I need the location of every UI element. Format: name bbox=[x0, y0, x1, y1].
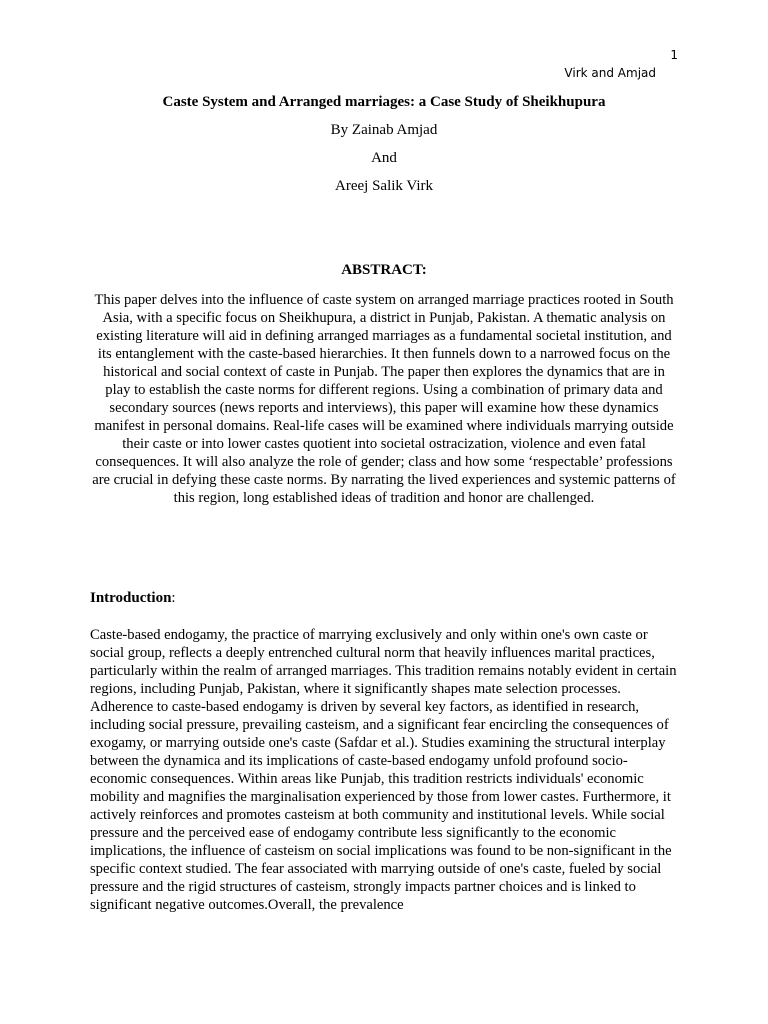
introduction-heading-text: Introduction bbox=[90, 590, 172, 606]
author-conjunction: And bbox=[371, 150, 397, 166]
paper-title: Caste System and Arranged marriages: a Case Study of Sheikhupura bbox=[162, 94, 606, 110]
introduction-heading-colon: : bbox=[171, 590, 176, 606]
abstract-heading: ABSTRACT: bbox=[341, 262, 427, 278]
abstract-body: This paper delves into the influence of caste system on arranged marriage practices rooted in South Asia, with a specific focus on Sheikhupura, a district in Punjab, Pakistan. A thematic analysis on existing literature will aid in defining arranged marriages as a fundamental societal institution, and its entanglement with the caste-based hierarchies. It then funnels down to a narrowed focus on the historical and social context of caste in Punjab. The paper then explores the dynamics that are in play to establish the caste norms for different regions. Using a combination of primary data and secondary sources (news reports and interviews), this paper will examine how these dynamics manifest in personal domains. Real-life cases will be examined where individuals marrying outside their caste or into lower castes quotient into societal ostracization, violence and even fatal consequences. It will also analyze the role of gender; class and how some ‘respectable’ professions are crucial in defying these caste norms. By narrating the lived experiences and systemic patterns of this region, long established ideas of tradition and honor are challenged. bbox=[92, 292, 676, 506]
running-head: Virk and Amjad bbox=[564, 66, 656, 80]
second-author: Areej Salik Virk bbox=[335, 178, 433, 194]
introduction-body: Caste-based endogamy, the practice of marrying exclusively and only within one's own caste or social group, reflects a deeply entrenched cultural norm that heavily influences marital practices, particularly within the realm of arranged marriages. This tradition remains notably evident in certain regions, including Punjab, Pakistan, where it significantly shapes mate selection processes. Adherence to caste-based endogamy is driven by several key factors, as identified in research, including social pressure, prevailing casteism, and a significant fear encircling the consequences of exogamy, or marrying outside one's caste (Safdar et al.). Studies examining the structural interplay between the dynamica and its implications of caste-based endogamy unfold profound socio-economic consequences. Within areas like Punjab, this tradition restricts individuals' economic mobility and magnifies the marginalisation experienced by those from lower castes. Furthermore, it actively reinforces and promotes casteism at both community and institutional levels. While social pressure and the perceived ease of endogamy contribute less significantly to the economic implications, the influence of casteism on social implications was found to be non-significant in the specific context studied. The fear associated with marrying outside of one's caste, fueled by social pressure and the rigid structures of casteism, strongly impacts partner choices and is linked to significant negative outcomes.Overall, the prevalence bbox=[90, 627, 677, 913]
byline: By Zainab Amjad bbox=[330, 122, 438, 138]
introduction-heading bbox=[90, 590, 176, 607]
page-number: 1 bbox=[670, 48, 678, 62]
